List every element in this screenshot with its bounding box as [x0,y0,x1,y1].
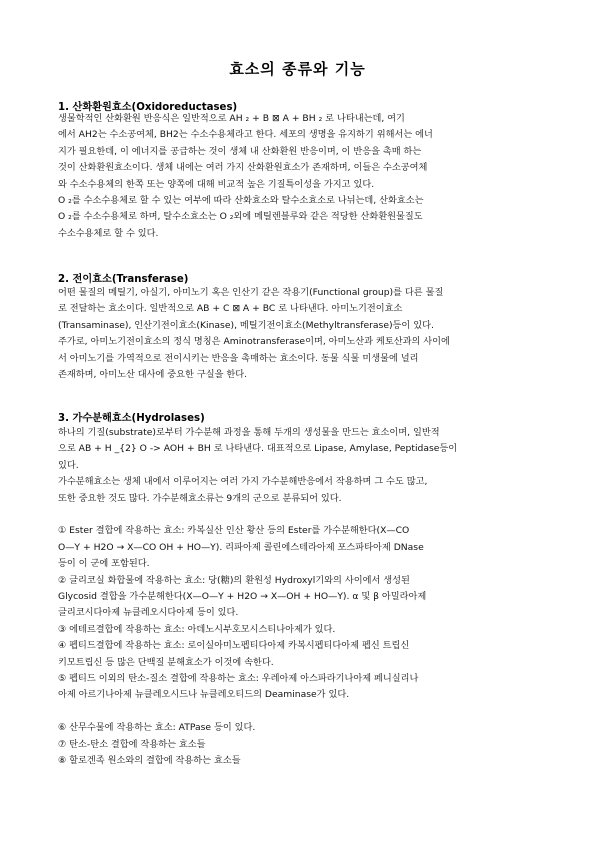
paragraph-line: ⑦ 탄소-탄소 결합에 작용하는 효소들 [58,738,206,750]
paragraph-line: 존재하며, 아미노산 대사에 중요한 구실을 한다. [58,369,248,380]
paragraph-line: 하나의 기질(substrate)로부터 가수분해 과정을 통해 두개의 생성물을 만드는 효소이며, 일반적 [58,427,440,438]
paragraph-line: ② 글리코실 화합물에 작용하는 효소: 당(糖)의 환원성 Hydroxyl기와의 사이에서 생성된 [58,574,410,586]
paragraph-line: O—Y + H2O → X—CO OH + HO—Y). 리파아제 콜린에스테라아제 포스파타아제 DNase [58,541,424,553]
paragraph-line: 등이 이 군에 포함된다. [58,558,150,570]
paragraph-line: 있다. [58,459,79,471]
paragraph-line: 서 아미노기를 가역적으로 전이시키는 반응을 촉매하는 효소이다. 동물 식물 미생물에 널리 [58,352,419,364]
paragraph-line: 에서 AH2는 수소공여체, BH2는 수소수용체라고 한다. 세포의 생명을 유지하기 위해서는 에너 [58,129,433,141]
paragraph-line: 것이 산화환원효소이다. 생체 내에는 여러 가지 산화환원효소가 존재하며, 이들은 수소공여체 [58,162,428,174]
paragraph-line: 주가로, 아미노기전이효소의 정식 명칭은 Aminotransferase이며, 아미노산과 케토산과의 사이에 [58,336,450,348]
paragraph-line: 어떤 물질의 메틸기, 아실기, 아미노기 혹은 인산기 같은 작용기(Functional group)를 다른 물질 [58,287,444,298]
paragraph-line: 와 수소수용체의 한쪽 또는 양쪽에 대해 비교적 높은 기질특이성을 가지고 있다. [58,178,375,190]
document-title: 효소의 종류와 기능 [229,60,366,78]
section-heading: 3. 가수분해효소(Hydrolases) [58,413,205,424]
paragraph-line: 생물학적인 산화환원 반응식은 일반적으로 AH ₂ + B ⊠ A + BH ₂ 로 나타내는데, 여기 [58,113,405,124]
paragraph-line: ① Ester 결합에 작용하는 효소: 카복실산 인산 황산 등의 Ester를 가수분해한다(X—CO [58,525,410,537]
paragraph-line: 글리코시다아제 뉴클레오시다아제 등이 있다. [58,607,239,619]
section-heading: 1. 산화환원효소(Oxidoreductases) [58,102,238,113]
paragraph-line: O ₂를 수소수용체로 할 수 있는 여부에 따라 산화효소와 탈수소효소로 나뉘는데, 산화효소는 [58,195,424,206]
section-heading: 2. 전이효소(Transferase) [58,274,189,285]
paragraph-line: 으로 AB + H _{2} O -> AOH + BH 로 나타낸다. 대표적으로 Lipase, Amylase, Peptidase등이 [58,443,458,455]
paragraph-line: 수소수용체로 할 수 있다. [58,227,159,239]
paragraph-line: ⑤ 펩티드 이외의 탄소-질소 결합에 작용하는 효소: 우레아제 아스파라기나아제 페니실리나 [58,673,419,684]
paragraph-line: 가수분해효소는 생체 내에서 이루어지는 여러 가지 가수분해반응에서 작용하며 그 수도 많고, [58,476,428,488]
paragraph-line: 로 전달하는 효소이다. 일반적으로 AB + C ⊠ A + BC 로 나타낸다. 아미노기전이효소 [58,303,403,315]
paragraph-line: (Transaminase), 인산기전이효소(Kinase), 메틸기전이효소(Methyltransferase)등이 있다. [58,319,434,331]
paragraph-line: ⑥ 산무수물에 작용하는 효소: ATPase 등이 있다. [58,722,256,734]
paragraph-line: ③ 에테르결합에 작용하는 효소: 아데노시부호모시스티나아제가 있다. [58,623,336,635]
paragraph-line: O ₂를 수소수용체로 하며, 탈수소효소는 O ₂외에 메틸렌블루와 같은 적당한 산화환원물질도 [58,211,423,223]
paragraph-line: 지가 필요한데, 이 에너지를 공급하는 것이 생체 내 산화환원 반응이며, 이 반응을 촉매 하는 [58,145,422,157]
paragraph-line: 또한 중요한 것도 많다. 가수분해효소류는 9개의 군으로 분류되어 있다. [58,492,342,504]
paragraph-line: ⑧ 할로겐족 원소와의 결합에 작용하는 효소들 [58,755,241,766]
paragraph-line: Glycosid 결합을 가수분해한다(X—O—Y + H2O → X—OH + HO—Y). α 및 β 아밀라아제 [58,591,427,602]
paragraph-line: 키모트립신 등 많은 단백질 분해효소가 이것에 속한다. [58,656,274,668]
paragraph-line: 아제 아르기나아제 뉴클레오시드나 뉴클레오티드의 Deaminase가 있다. [58,689,350,701]
paragraph-line: ④ 펩티드결합에 작용하는 효소: 로이실아미노펩티다아제 카복시펩티다아제 펩신 트립신 [58,640,410,652]
